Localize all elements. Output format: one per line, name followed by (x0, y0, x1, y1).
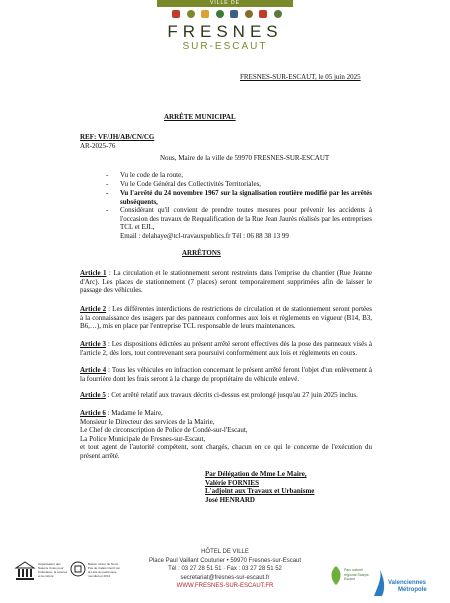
article-4: Article 4 : Tous les véhicules en infraction concernant le présent arrêté feront l'objet d'un enlèvement à la fourrière dont les frais seront à la charge du propriétaire du véhicule enlevé. (80, 366, 372, 383)
metropole-text: Métropole (398, 587, 427, 593)
website-link[interactable]: WWW.FRESNES-SUR-ESCAUT.FR (176, 583, 274, 589)
town-banner (157, 0, 293, 7)
mining-basin-caption: Bassin minier du Nord-Pas de Calais inscrit sur la Liste du patrimoine mondial en 2012 (88, 562, 121, 578)
unesco-caption: Organisation des Nations Unies pour l'éducation, la science et la culture (38, 562, 68, 578)
contact-email: Email : delahaye@tcl-travauxpublics.fr Tél : 06 88 38 13 99 (120, 232, 289, 240)
town-logo-subname: SUR-ESCAUT (182, 41, 268, 52)
place-date: FRESNES-SUR-ESCAUT, le 05 juin 2025 (240, 73, 361, 81)
intro-line: Nous, Maire de la ville de 59970 FRESNES-SUR-ESCAUT (160, 154, 330, 162)
valenciennes-text: Valenciennes (388, 580, 427, 586)
article-1: Article 1 : La circulation et le stationnement seront restreints dans l'emprise du chantier (Rue Jeanne d'Arc). Les places de stationnement (7 places) seront temporairement supprimées afin de laisser le passage des véhicules. (80, 269, 372, 295)
leaf-icon (216, 10, 224, 18)
park-caption: Parc naturel régional Scarpe-Escaut (344, 568, 370, 581)
tree-icon (187, 10, 195, 18)
house-icon (245, 10, 253, 18)
arretons-heading: ARRÊTONS (182, 249, 221, 257)
park-leaf-icon (328, 565, 344, 587)
valenciennes-metropole-logo (372, 568, 442, 598)
article-5: Article 5 : Cet arrêté relatif aux travaux décrits ci-dessus est prolongé jusqu'au 27 juin 2025 inclus. (80, 391, 358, 399)
article-3: Article 3 : Les dispositions édictées au présent arrêté seront effectives dès la pose des panneaux visés à l'article 2, dès lors, tout contrevenant sera poursuivi conformément aux lois et règlements en cours. (80, 340, 372, 357)
sun-icon (201, 10, 209, 18)
footer-contact: HÔTEL DE VILLE Place Paul Vaillant Couturier • 59970 Fresnes-sur-Escaut Tél : 03 27 28 51 51 · Fax : 03 27 28 51 52 secretariat@fresnes-sur-escaut.fr WWW.FRESNES-SUR-ESCAUT.FR (0, 548, 450, 591)
document-title: ARRÊTE MUNICIPAL (164, 113, 236, 121)
article-6: Article 6 : Madame le Maire, Monsieur le Directeur des services de la Mairie, Le Chef de circonscription de Police de Condé-sur-l'Escaut, La Police Municipale de Fresnes-sur-Escaut, et tout agent de l'autorité compétent, sont chargés, chacun en ce qui le concerne de l'exécution du présent arrêté. (80, 409, 372, 460)
document-number: AR-2025-76 (80, 142, 116, 150)
church-icon (259, 10, 267, 18)
water-icon (230, 10, 238, 18)
town-logo-name: FRESNES (167, 22, 283, 41)
mine-icon (274, 10, 282, 18)
heraldic-icons-row (172, 10, 282, 20)
reference: REF: VF/JH/AB/CN/CG (80, 133, 155, 141)
banner-text: VILLE DE (210, 0, 240, 6)
shield-icon (172, 10, 180, 18)
article-2: Article 2 : Les différentes interdictions de restrictions de circulation et de stationnement seront portées à la connaissance des usagers par des panneaux conformes aux lois et règlements en vigueur (B14, B3, B6,…), mis en place par l'entreprise TCL responsable de leurs maintenances. (80, 305, 372, 331)
signature-block: Par Délégation de Mme Le Maire, Valérie FORNIES L'adjoint aux Travaux et Urbanisme José HENRARD (205, 470, 315, 504)
